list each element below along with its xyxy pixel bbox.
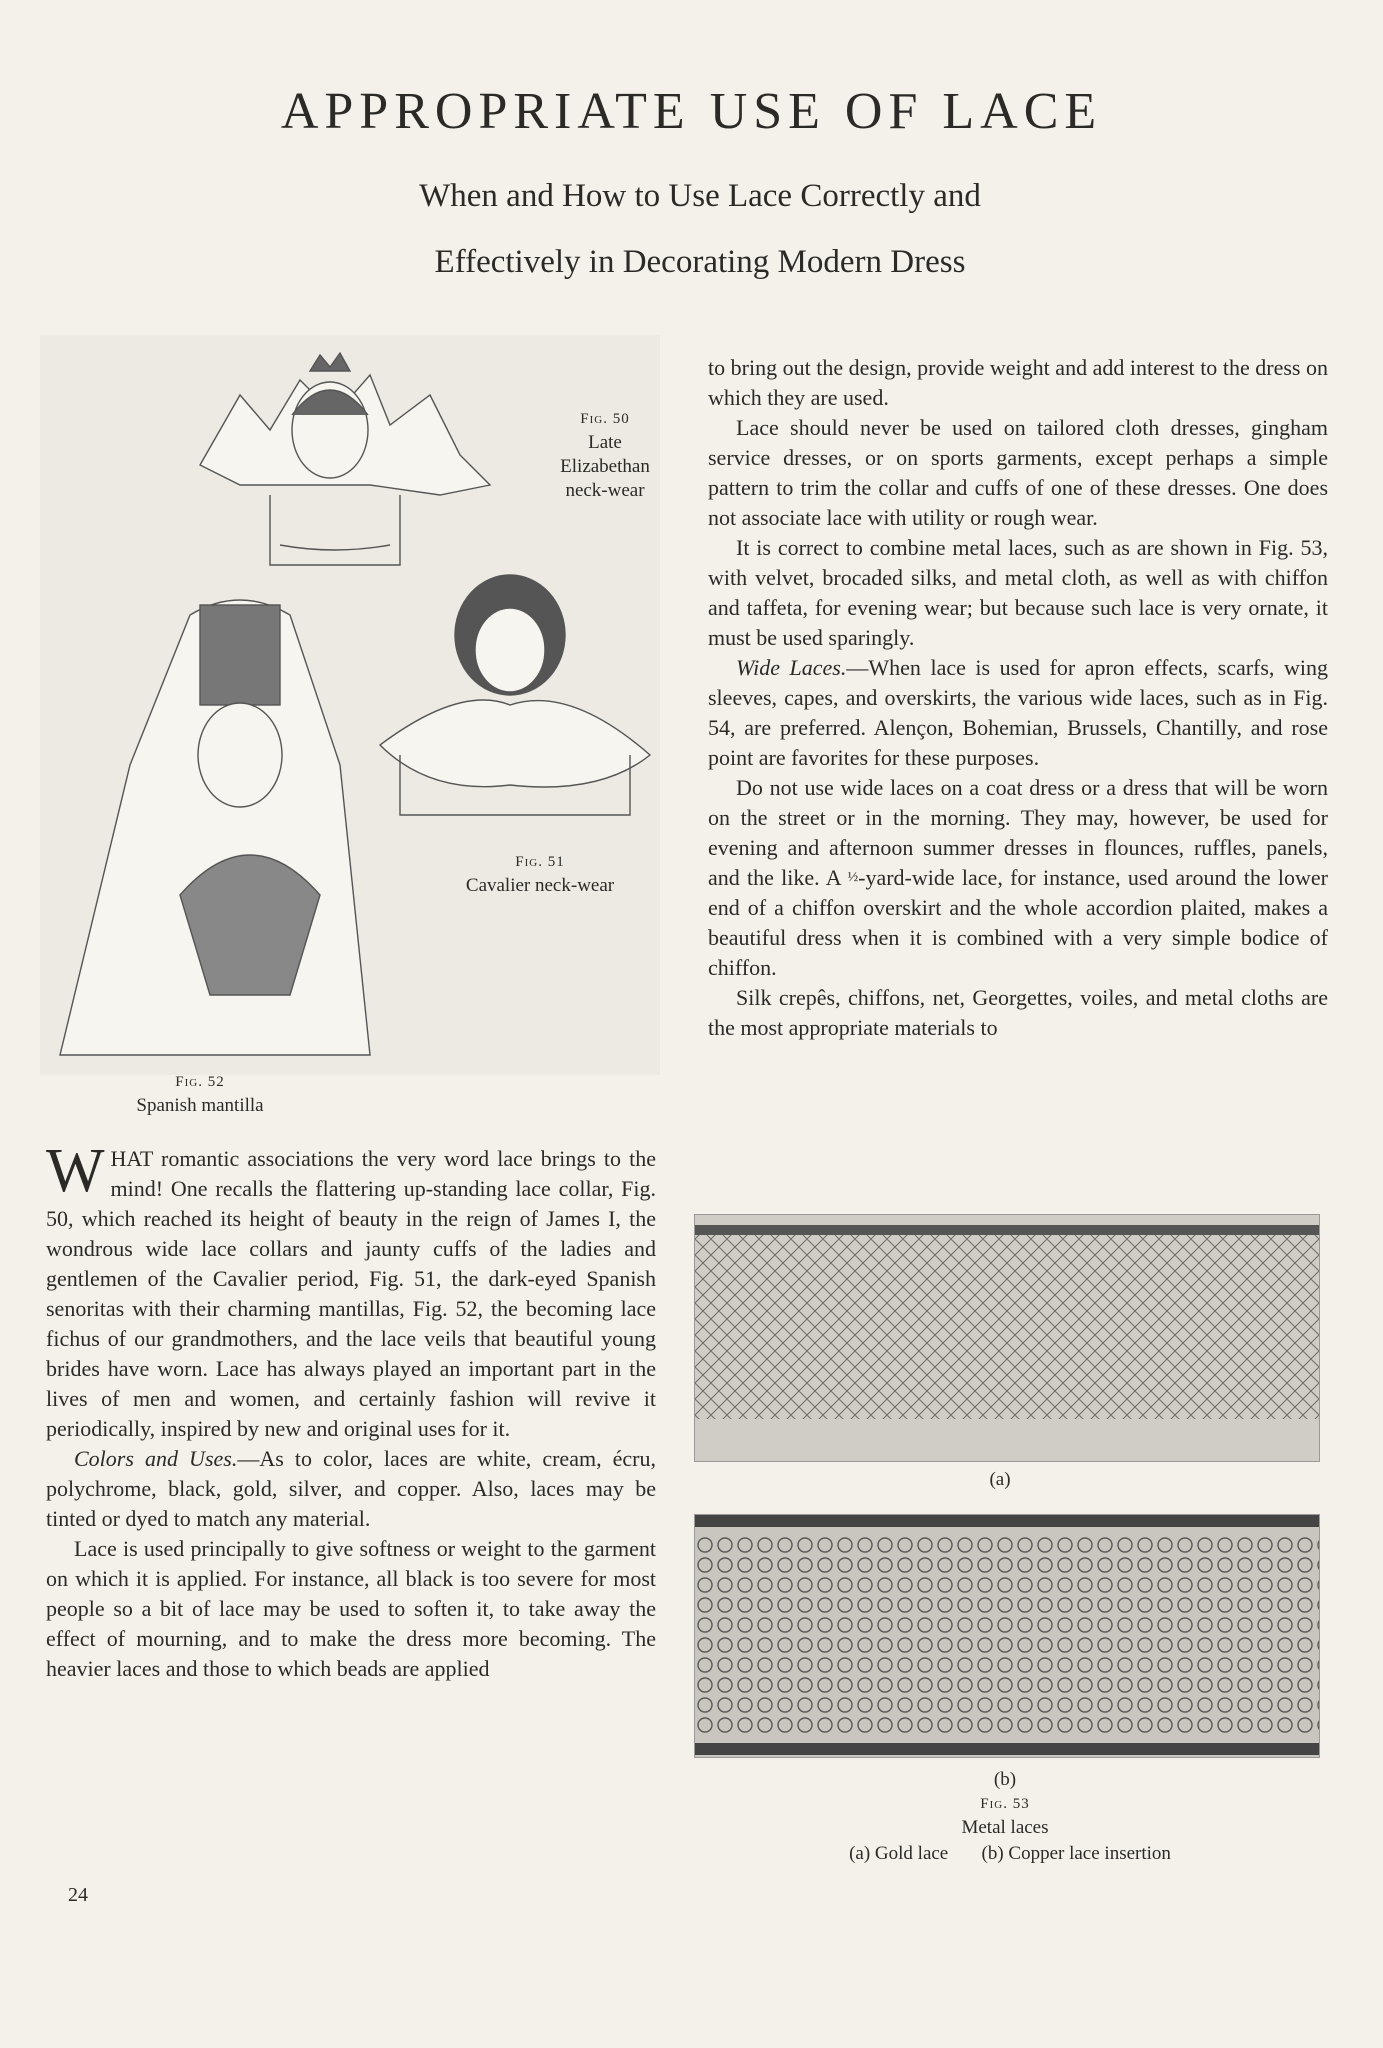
gold-lace-pattern [695,1215,1319,1461]
fig53-label-b: (b) [993,1769,1017,1790]
right-para-3: It is correct to combine metal laces, such as are shown in Fig. 53, with velvet, brocaded silks, and metal cloth, as well as with chiffon and taffeta, for evening wear; but because such lace is very ornate, it must be used sparingly. [708,535,1328,650]
fig53-subcaptions [770,1842,1250,1866]
illustration-panel [40,335,660,1116]
para5-end: -yard-wide lace, for instance, used around the lower end of a chiffon overskirt and the whole accordion plaited, makes a beautiful dress when it is combined with a very simple bodice of chiffon. [708,865,1329,980]
right-para-5 [708,773,1328,983]
fig51-text: Cavalier neck-wear [465,875,615,896]
page-title: APPROPRIATE USE OF LACE [280,83,1103,140]
para5-start: Do not use wide laces on a coat dress or a dress that will be worn on the street or in the morning. They may, however, be used for evening and afternoon summer dresses in flounces, ruffles, panels, and the like. A [708,775,1328,890]
fig50-number: Fig. 50 [580,411,630,427]
right-column [708,353,1328,1043]
right-para-1: to bring out the design, provide weight and add interest to the dress on which they are used. [708,355,1328,410]
right-para-2: Lace should never be used on tailored cloth dresses, gingham service dresses, or on sports garments, except perhaps a simple pattern to trim the collar and cuffs of one of these dresses. One does not associate lace with utility or rough wear. [708,415,1328,530]
fig53-number: Fig. 53 [980,1796,1030,1812]
fig53-text: Metal laces [961,1817,1049,1838]
spanish-mantilla-sketch [60,600,370,1055]
fig52-text: Spanish mantilla [136,1095,264,1116]
intro-text: HAT romantic associations the very word lace brings to the mind! One recalls the flattering up-standing lace collar, Fig. 50, which reached its height of beauty in the reign of James I, the wondrous wide lace collars and jaunty cuffs of the ladies and gentlemen of the Cavalier period, Fig. 51, the dark-eyed Spanish senoritas with their charming mantillas, Fig. 52, the becoming lace fichus of our grandmothers, and the lace veils that beautiful young brides have worn. Lace has always played an important part in the lives of men and women, and certainly fashion will revive it periodically, inspired by new and original uses for it. [46,1146,656,1441]
fig52-number: Fig. 52 [175,1074,225,1090]
elizabethan-neckwear-sketch [200,353,490,565]
right-para-wide-laces [708,653,1328,773]
gold-lace-photo [694,1214,1320,1462]
fig53-sub-a: (a) Gold lace [849,1843,949,1864]
wide-laces-text: —When lace is used for apron effects, scarfs, wing sleeves, capes, and overskirts, the various wide laces, such as in Fig. 54, are preferred. Alençon, Bohemian, Brussels, Chantilly, and rose point are favorites for these purposes. [708,655,1328,770]
colors-text: —As to color, laces are white, cream, écru, polychrome, black, gold, silver, and copper. Also, laces may be tinted or dyed to match any material. [46,1446,656,1531]
fig50-line2: Elizabethan [560,456,650,477]
cavalier-neckwear-sketch [380,575,650,815]
fig51-number: Fig. 51 [515,854,565,870]
right-para-6: Silk crepês, chiffons, net, Georgettes, voiles, and metal cloths are the most appropriate materials to [708,985,1328,1040]
para5-fraction: ½ [847,870,859,885]
left-column [46,1137,656,1684]
fig50-caption [540,407,670,503]
subtitle-line-1: When and How to Use Lace Correctly and [419,178,981,214]
copper-lace-photo [694,1514,1320,1758]
fig50-line3: neck-wear [565,480,645,501]
fig50-line1: Late [588,432,622,453]
left-para-3: Lace is used principally to give softness or weight to the garment on which it is applied. For instance, all black is too severe for most people so a bit of lace may be used to soften it, to take away the effect of mourning, and to make the dress more becoming. The heavier laces and those to which beads are applied [46,1536,656,1681]
fig52-caption [100,1070,300,1118]
copper-lace-pattern [695,1515,1319,1757]
intro-paragraph [46,1137,656,1444]
fig53-caption [930,1768,1080,1840]
subtitle-line-2: Effectively in Decorating Modern Dress [434,244,966,280]
fig53-label-a: (a) [989,1469,1011,1490]
fig53-sub-b: (b) Copper lace insertion [981,1843,1171,1864]
fig51-caption [420,850,660,898]
wide-laces-heading: Wide Laces. [736,655,847,680]
page-number: 24 [68,1884,88,1906]
colors-paragraph [46,1444,656,1534]
drop-cap: W [46,1137,105,1205]
colors-heading: Colors and Uses. [74,1446,238,1471]
